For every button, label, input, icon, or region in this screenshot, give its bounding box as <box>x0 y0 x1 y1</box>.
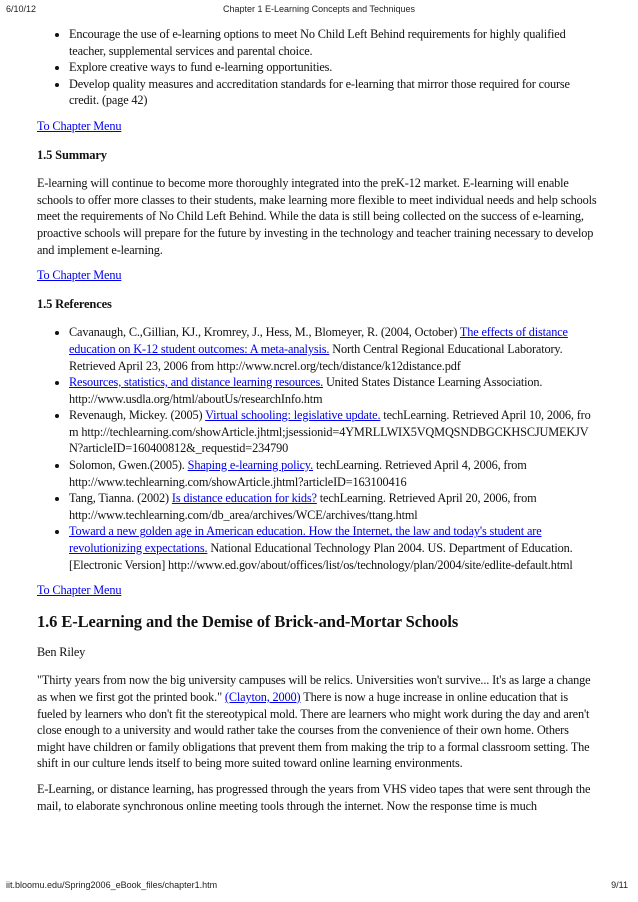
summary-heading: 1.5 Summary <box>37 147 107 162</box>
reference-text: North Central Regional Educational Laboratory. Retrieved April 23, 2006 from http://www.ncrel.org/tech/distance/k12distance.pdf <box>69 341 563 373</box>
reference-link[interactable]: The effects of distance education on K-12 student outcomes: A meta-analysis. <box>69 325 568 356</box>
reference-text: National Educational Technology Plan 2004. US. Department of Education. [Electronic Version] http://www.ed.gov/about/offices/list/os/technology/plan/2004/site/edlite-default.html <box>69 541 573 572</box>
references-heading: 1.5 References <box>37 296 112 311</box>
list-item: • Develop quality measures and accreditation standards for e-learning that mirror those required for course credit. (page 42) <box>69 76 597 109</box>
page-content <box>37 26 597 814</box>
list-item: • Encourage the use of e-learning options to meet No Child Left Behind requirements for highly qualified teacher, supplemental services and parental choice. <box>69 26 597 59</box>
reference-link[interactable]: Shaping e-learning policy. <box>187 458 314 473</box>
reference-link[interactable]: Toward a new golden age in American education. How the Internet, the law and today's student are revolutionizing expectations. <box>69 524 542 556</box>
reference-link[interactable]: Virtual schooling: legislative update. <box>205 408 381 423</box>
reference-item <box>69 523 597 573</box>
reference-text: United States Distance Learning Association. http://www.usdla.org/html/aboutUs/researchInfo.htm <box>69 375 543 406</box>
to-chapter-menu-link[interactable]: To Chapter Menu <box>37 583 122 598</box>
reference-text: Tang, Tianna. (2002) <box>69 491 172 506</box>
summary-text: E-learning will continue to become more thoroughly integrated into the preK-12 market. E-learning will enable schools to offer more classes to their students, make learning more flexible to meet individual needs and help schools meet the requirements of No Child Left Behind. While the data is still being collected on the success of e-learning, proactive schools will prepare for the future by investing in the technology and teacher training necessary to develop and implement e-learning. <box>37 176 597 257</box>
print-title: Chapter 1 E-Learning Concepts and Techniques <box>223 4 415 14</box>
reference-text: Cavanaugh, C.,Gillian, KJ., Kromrey, J., Hess, M., Blomeyer, R. (2004, October) <box>69 325 460 340</box>
print-footer <box>0 880 638 894</box>
section-heading: 1.6 E-Learning and the Demise of Brick-and-Mortar Schools <box>37 611 459 631</box>
author-name: Ben Riley <box>37 644 86 659</box>
page-url: iit.bloomu.edu/Spring2006_eBook_files/chapter1.htm <box>6 880 218 890</box>
reference-item <box>69 407 597 457</box>
page-number: 9/11 <box>611 880 628 890</box>
list-item: • Explore creative ways to fund e-learning opportunities. <box>69 59 597 76</box>
reference-item <box>69 374 597 407</box>
to-chapter-menu-link[interactable]: To Chapter Menu <box>37 268 122 283</box>
top-bullet-list <box>37 26 597 109</box>
reference-text: Revenaugh, Mickey. (2005) <box>69 408 206 423</box>
reference-text: techLearning. Retrieved April 20, 2006, from http://www.techlearning.com/db_area/archives/WCE/archives/ttang.html <box>69 491 537 522</box>
reference-text: Solomon, Gwen.(2005). <box>69 458 188 473</box>
reference-item <box>69 490 597 523</box>
to-chapter-menu-link[interactable]: To Chapter Menu <box>37 118 122 133</box>
paragraph-text: "Thirty years from now the big university campuses will be relics. Universities won't survive... It's as large a change as when we first got the printed book." <box>37 673 591 704</box>
references-list <box>37 324 597 573</box>
body-paragraph <box>37 672 597 772</box>
reference-text: techLearning. Retrieved April 4, 2006, from http://www.techlearning.com/showArticle.jhtml?articleID=163100416 <box>69 458 527 489</box>
reference-item <box>69 324 597 374</box>
paragraph-text: There is now a huge increase in online education that is fueled by learners who don't fit the stereotypical mold. There are learners who might work during the day and aren't close enough to a university and would rather take the courses from the convenience of their own home. Others might have children or family obligations that prevent them from making the trip to a formal classroom setting. The shift in our culture lends itself to being more suited toward online learning environments. <box>37 690 590 771</box>
reference-item <box>69 457 597 490</box>
reference-link[interactable]: Is distance education for kids? <box>171 491 317 506</box>
body-paragraph: E-Learning, or distance learning, has progressed through the years from VHS video tapes that were sent through the mail, to elaborate synchronous online meeting tools through the internet. Now the response time is much <box>37 781 591 813</box>
print-date: 6/10/12 <box>6 4 37 14</box>
print-header <box>0 4 638 18</box>
citation-link[interactable]: (Clayton, 2000) <box>224 690 301 704</box>
reference-link[interactable]: Resources, statistics, and distance learning resources. <box>69 375 324 390</box>
reference-text: techLearning. Retrieved April 10, 2006, from http://techlearning.com/showArticle.jhtml;jsessionid=4YMRLLWIX5VQMQSNDBGCKHSCJUMEKJVN?articleID=160400812&_requestid=234790 <box>69 408 591 456</box>
